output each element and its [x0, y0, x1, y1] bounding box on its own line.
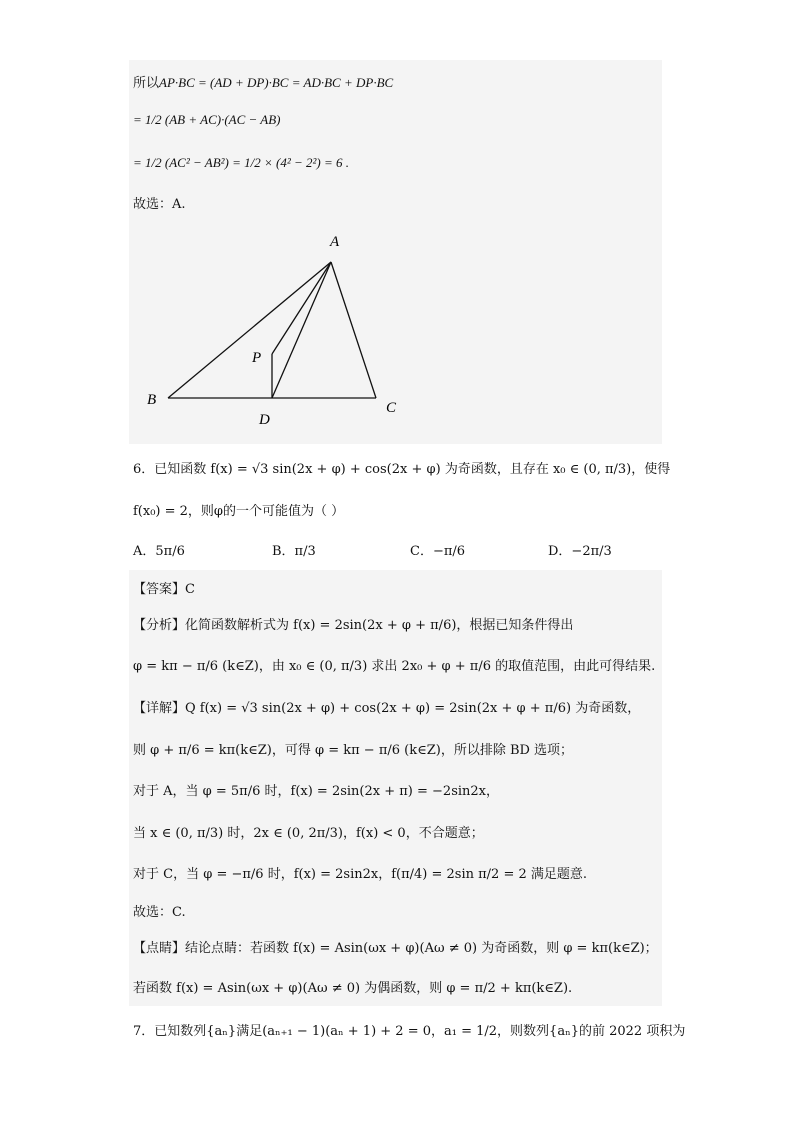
detail-line-4: 当 x ∈ (0, π/3) 时，2x ∈ (0, 2π/3)，f(x) < 0，不合题意； — [133, 826, 484, 841]
solution-line-1-text — [133, 72, 393, 91]
label-D: D — [259, 412, 270, 428]
answer-label: 【答案】C — [133, 582, 195, 597]
detail-line-5: 对于 C，当 φ = −π/6 时，f(x) = 2sin2x，f(π/4) = 2sin π/2 = 2 满足题意. — [133, 867, 588, 882]
detail-line-3: 对于 A，当 φ = 5π/6 时，f(x) = 2sin(2x + π) = −2sin2x， — [133, 784, 499, 799]
solution-line-2: = 1/2 (AB + AC)·(AC − AB) — [133, 112, 281, 127]
label-B: B — [147, 392, 157, 408]
solution-line-3: = 1/2 (AC² − AB²) = 1/2 × (4² − 2²) = 6 . — [133, 155, 350, 170]
detail-line-2: 则 φ + π/6 = kπ(k∈Z)，可得 φ = kπ − π/6 (k∈Z)，所以排除 BD 选项； — [133, 743, 574, 758]
q6-line-2: f(x₀) = 2，则φ的一个可能值为（ ） — [133, 504, 345, 519]
note-line-1: 【点睛】结论点睛：若函数 f(x) = Asin(ωx + φ)(Aω ≠ 0) 为奇函数，则 φ = kπ(k∈Z)； — [133, 941, 658, 956]
detail-line-1: 【详解】Q f(x) = √3 sin(2x + φ) + cos(2x + φ) = 2sin(2x + φ + π/6) 为奇函数， — [133, 701, 641, 716]
q6-option-a[interactable]: A．5π/6 — [133, 544, 185, 559]
analysis-line-1: 【分析】化简函数解析式为 f(x) = 2sin(2x + φ + π/6)，根据已知条件得出 — [133, 618, 574, 633]
analysis-line-2: φ = kπ − π/6 (k∈Z)，由 x₀ ∈ (0, π/3) 求出 2x₀ + φ + π/6 的取值范围，由此可得结果. — [133, 659, 656, 674]
note-line-2: 若函数 f(x) = Asin(ωx + φ)(Aω ≠ 0) 为偶函数，则 φ = π/2 + kπ(k∈Z). — [133, 981, 573, 996]
solution-conclusion: 故选：A. — [133, 197, 186, 212]
detail-conclusion: 故选：C. — [133, 905, 186, 920]
q6-option-b[interactable]: B．π/3 — [272, 544, 316, 559]
q6-option-c[interactable]: C．−π/6 — [410, 544, 466, 559]
q6-line-1: 6．已知函数 f(x) = √3 sin(2x + φ) + cos(2x + φ) 为奇函数，且存在 x₀ ∈ (0, π/3)，使得 — [133, 462, 671, 477]
label-P: P — [252, 350, 262, 366]
q7-line-1: 7．已知数列{aₙ}满足(aₙ₊₁ − 1)(aₙ + 1) + 2 = 0，a₁ = 1/2，则数列{aₙ}的前 2022 项积为 — [133, 1024, 686, 1039]
label-A: A — [330, 234, 340, 250]
solution-line-1-expr: AP·BC = (AD + DP)·BC = AD·BC + DP·BC — [159, 75, 394, 90]
solution-line-1-prefix: 所以 — [133, 76, 160, 91]
label-C: C — [386, 400, 397, 416]
q6-option-d[interactable]: D．−2π/3 — [548, 544, 612, 559]
